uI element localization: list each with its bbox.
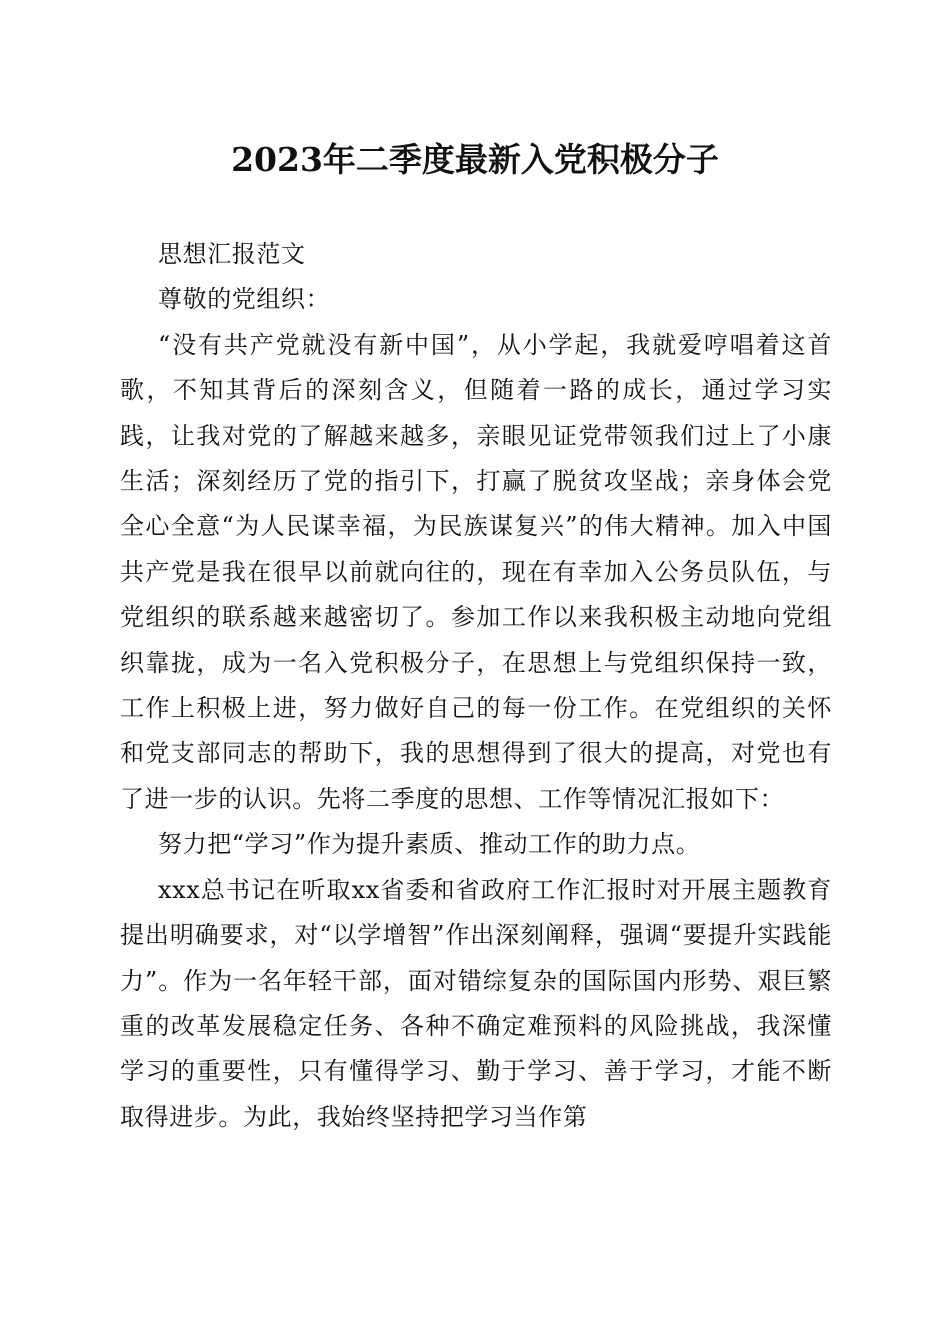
- paragraph-introduction: “没有共产党就没有新中国”，从小学起，我就爱哼唱着这首歌，不知其背后的深刻含义，但随着一路的成长，通过学习实践，让我对党的了解越来越多，亲眼见证党带领我们过上了小康生活；深刻经历了党的指引下，打赢了脱贫攻坚战；亲身体会党全心全意“为人民谋幸福，为民族谋复兴”的伟大精神。加入中国共产党是我在很早以前就向往的，现在有幸加入公务员队伍，与党组织的联系越来越密切了。参加工作以来我积极主动地向党组织靠拢，成为一名入党积极分子，在思想上与党组织保持一致，工作上积极上进，努力做好自己的每一份工作。在党组织的关怀和党支部同志的帮助下，我的思想得到了很大的提高，对党也有了进一步的认识。先将二季度的思想、工作等情况汇报如下：: [120, 330, 832, 813]
- paragraph-section-heading: 努力把“学习”作为提升素质、推动工作的助力点。: [158, 830, 701, 859]
- document-title: 2023年二季度最新入党积极分子: [231, 140, 719, 179]
- paragraph-study-section: xxx总书记在听取xx省委和省政府工作汇报时对开展主题教育提出明确要求，对“以学增智”作出深刻阐释，强调“要提升实践能力”。作为一名年轻干部，面对错综复杂的国际国内形势、艰巨繁重的改革发展稳定任务、各种不确定难预料的风险挑战，我深懂学习的重要性，只有懂得学习、勤于学习、善于学习，才能不断取得进步。为此，我始终坚持把学习当作第: [120, 875, 832, 1131]
- document-body: [120, 232, 832, 1140]
- paragraph-subtitle: 思想汇报范文: [158, 240, 306, 268]
- paragraph-salutation: 尊敬的党组织：: [158, 285, 331, 314]
